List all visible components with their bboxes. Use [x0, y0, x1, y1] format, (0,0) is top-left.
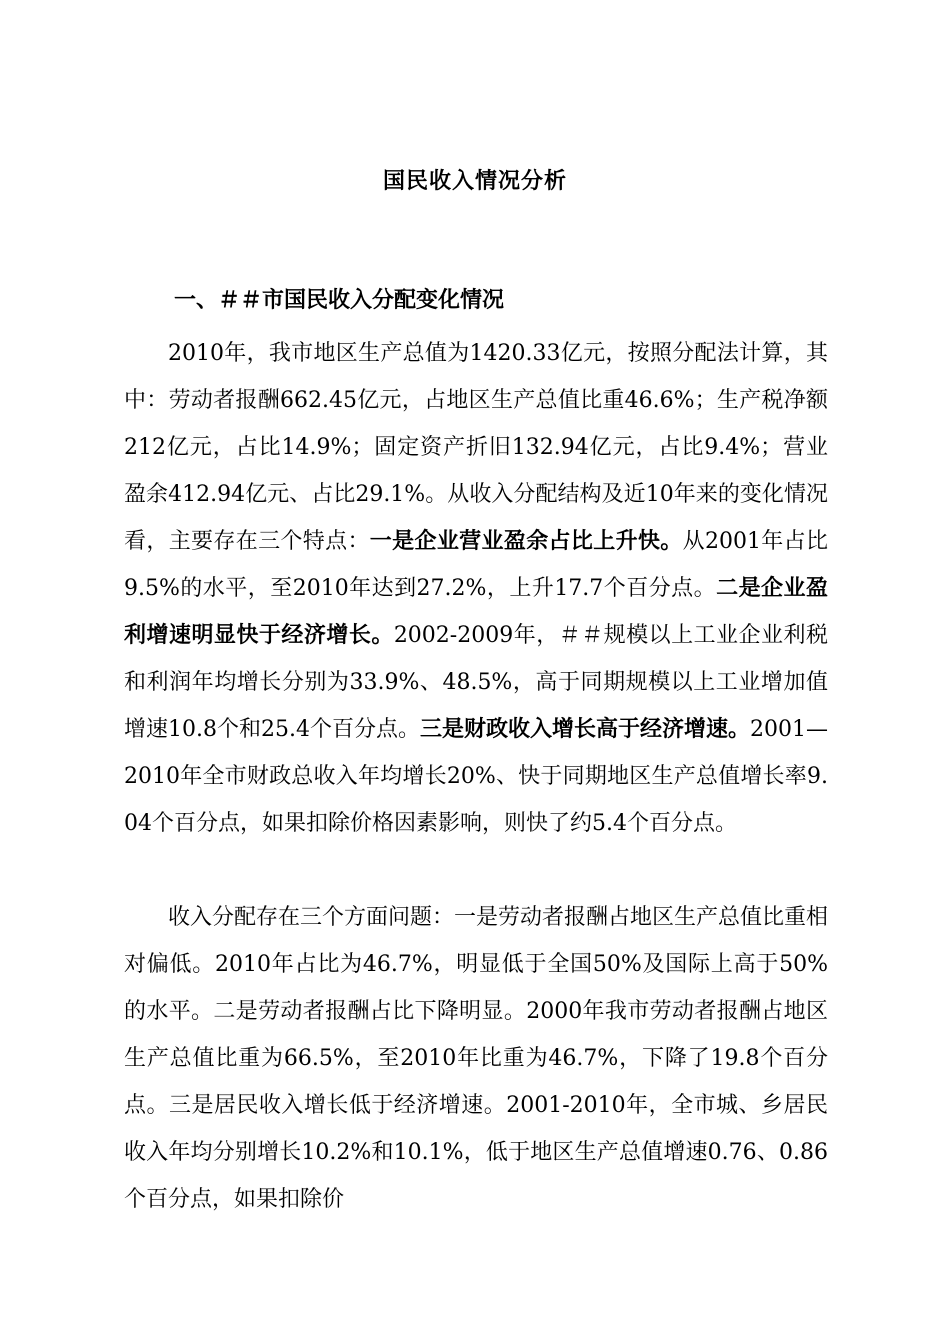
paragraph-text: 2002-2009年，＃＃规模以上工业企业利税和利润年均增长分别为33.9%、48.5%，高于同期规模以上工业增加值增速10.8个和25.4个百分点。: [124, 623, 828, 742]
paragraph-income-distribution: [124, 330, 828, 847]
paragraph-text: 2001—2010年全市财政总收入年均增长20%、快于同期地区生产总值增长率9.04个百分点，如果扣除价格因素影响，则快了约5.4个百分点。: [124, 717, 828, 836]
highlight-point-two: 二是企业盈利增速明显快于经济增长。: [124, 576, 828, 648]
paragraph-text: 从2001年占比9.5%的水平，至2010年达到27.2%，上升17.7个百分点。: [124, 529, 828, 601]
paragraph-text: 2010年，我市地区生产总值为1420.33亿元，按照分配法计算，其中：劳动者报酬662.45亿元，占地区生产总值比重46.6%；生产税净额212亿元，占比14.9%；固定资产折旧132.94亿元，占比9.4%；营业盈余412.94亿元、占比29.1%。从收入分配结构及近10年来的变化情况看，主要存在三个特点：: [124, 341, 828, 554]
section-heading: 一、＃＃市国民收入分配变化情况: [174, 288, 505, 313]
document-title: 国民收入情况分析: [382, 168, 567, 194]
highlight-point-one: 一是企业营业盈余占比上升快。: [369, 529, 683, 554]
highlight-point-three: 三是财政收入增长高于经济增速。: [419, 717, 750, 742]
paragraph-distribution-problems: 收入分配存在三个方面问题：一是劳动者报酬占地区生产总值比重相对偏低。2010年占比为46.7%，明显低于全国50%及国际上高于50%的水平。二是劳动者报酬占比下降明显。2000年我市劳动者报酬占地区生产总值比重为66.5%，至2010年比重为46.7%，下降了19.8个百分点。三是居民收入增长低于经济增速。2001-2010年，全市城、乡居民收入年均分别增长10.2%和10.1%，低于地区生产总值增速0.76、0.86个百分点，如果扣除价: [124, 905, 829, 1212]
